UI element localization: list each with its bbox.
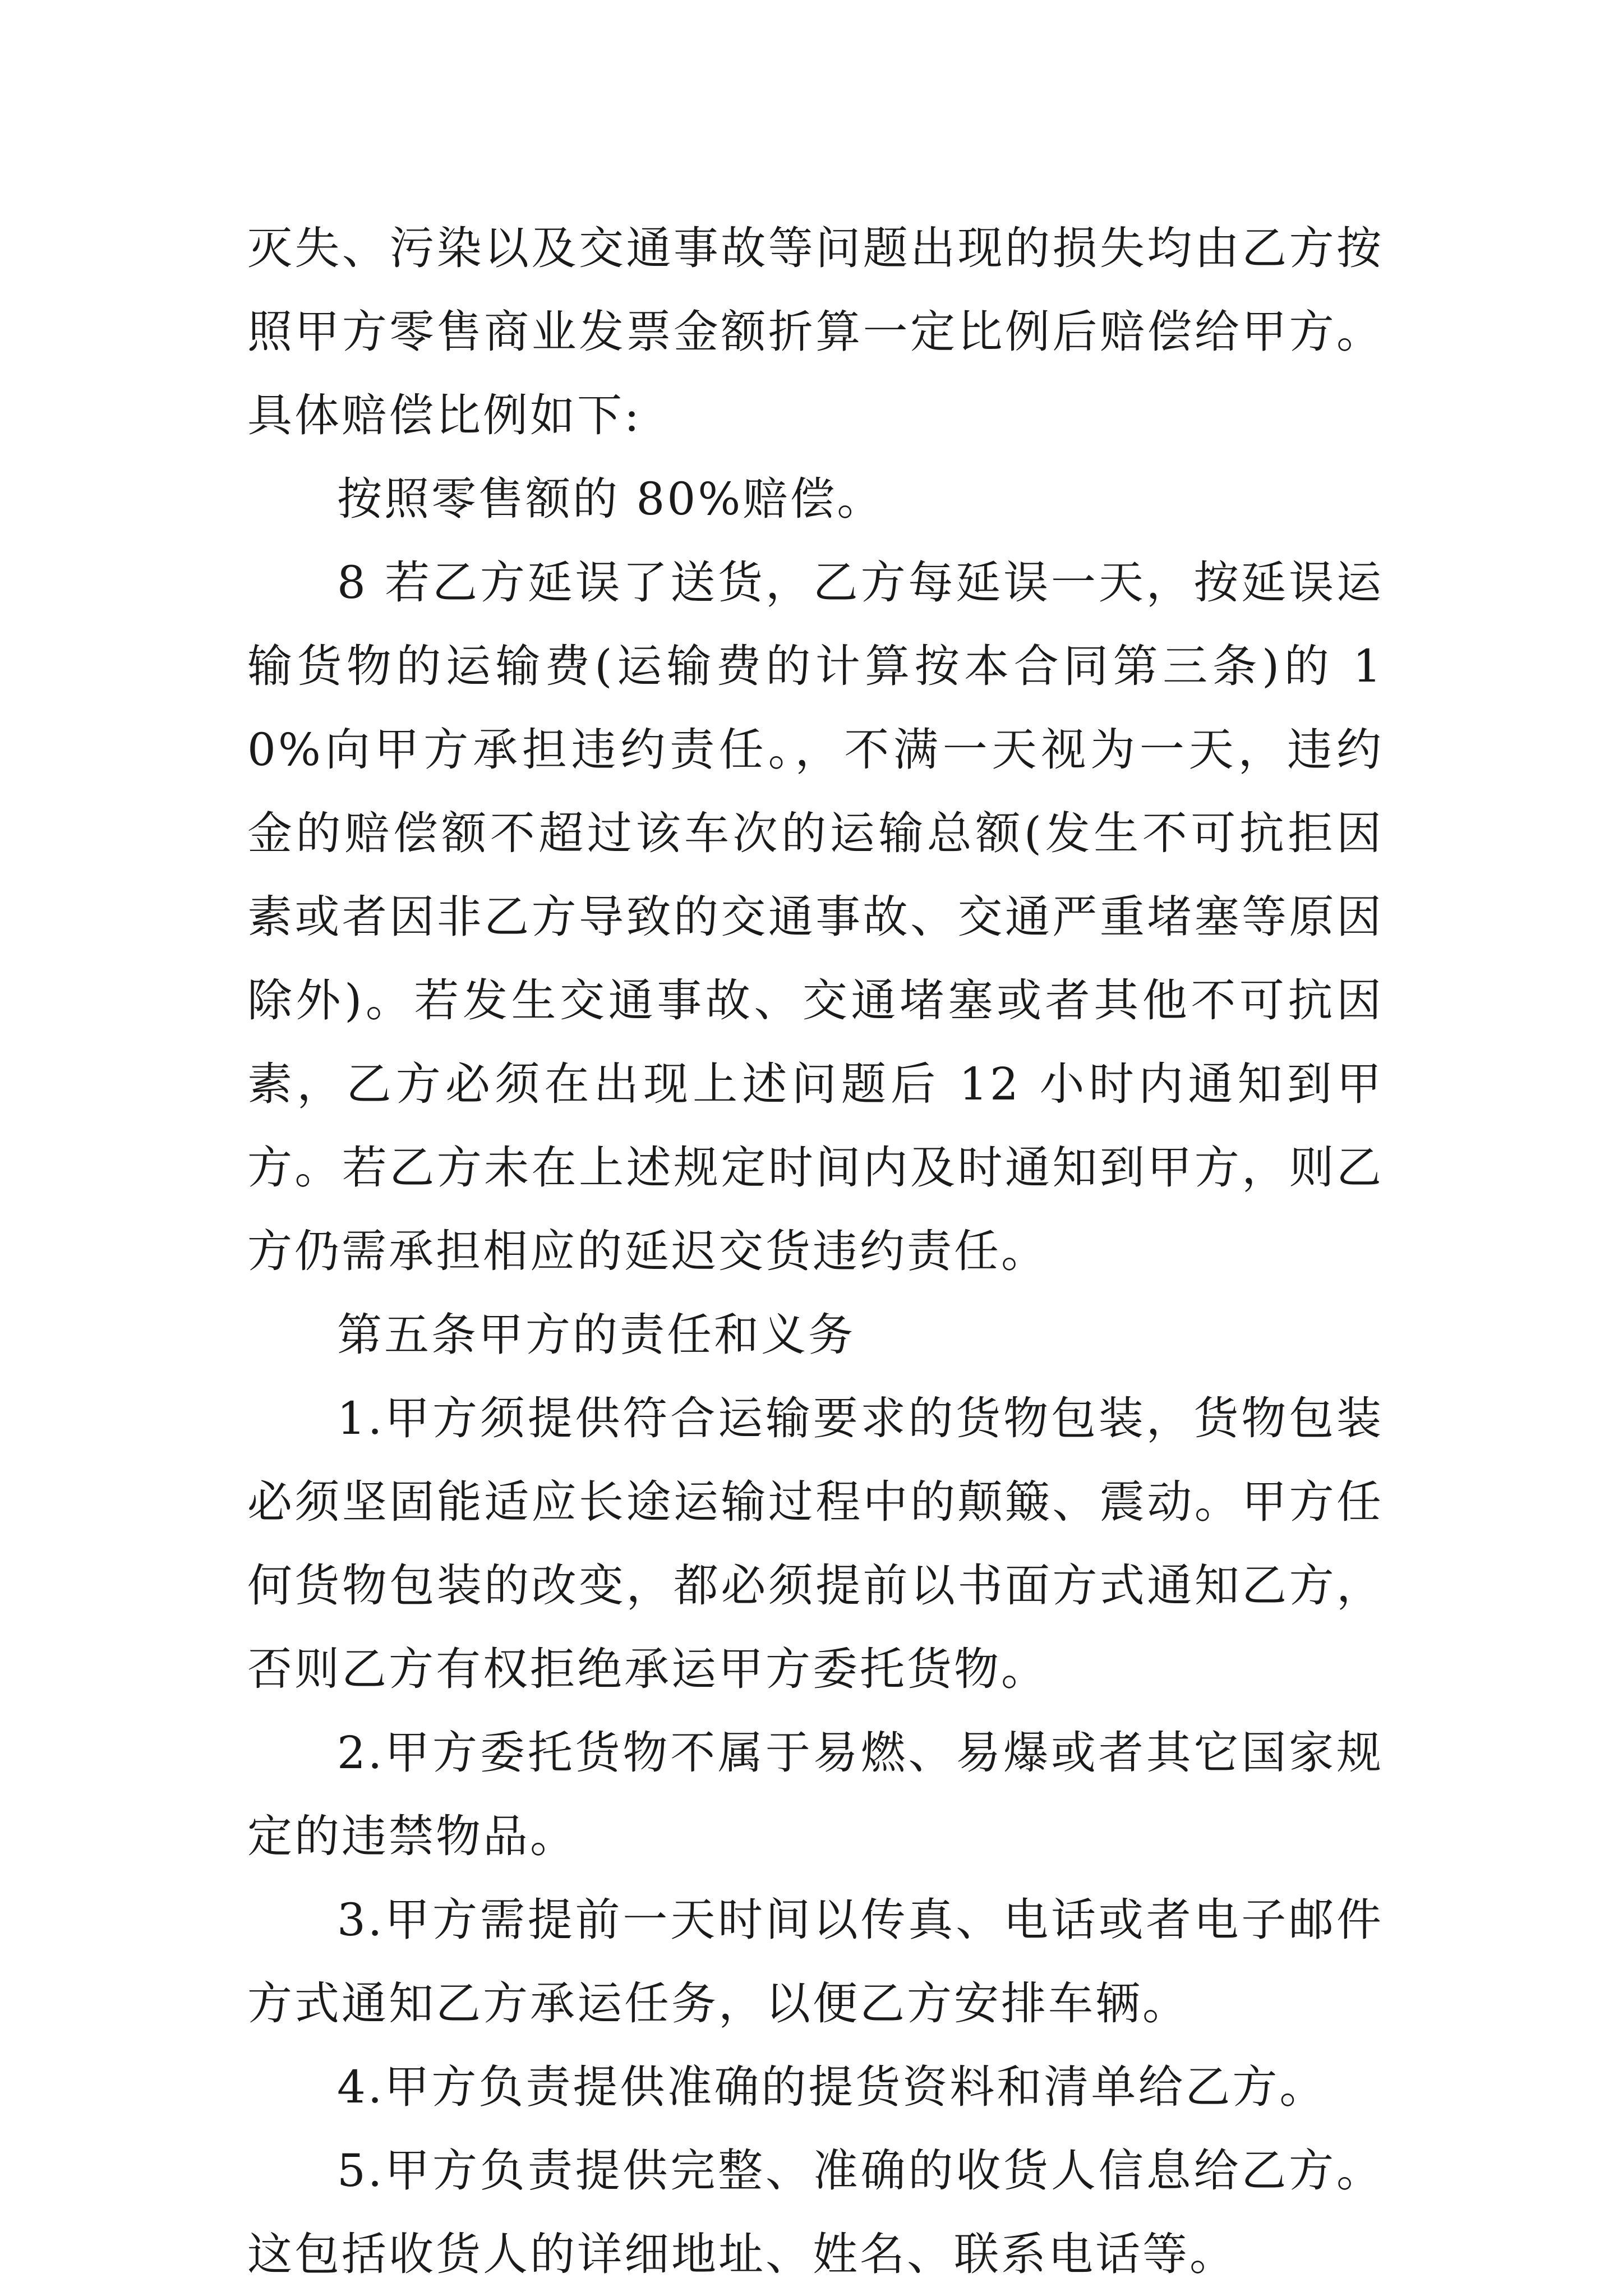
paragraph-item-4-pickup-info: 4.甲方负责提供准确的提货资料和清单给乙方。 [337, 2061, 1327, 2113]
paragraph-item-3-advance-notice: 3.甲方需提前一天时间以传真、电话或者电子邮件方式通知乙方承运任务，以便乙方安排车辆。 [247, 1894, 1384, 2030]
paragraph-compensation-scope: 灭失、污染以及交通事故等问题出现的损失均由乙方按照甲方零售商业发票金额折算一定比例后赔偿给甲方。具体赔偿比例如下: [247, 222, 1384, 441]
paragraph-item-2-prohibited-goods: 2.甲方委托货物不属于易燃、易爆或者其它国家规定的违禁物品。 [247, 1727, 1384, 1862]
paragraph-item-1-packaging: 1.甲方须提供符合运输要求的货物包装，货物包装必须坚固能适应长途运输过程中的颠簸、震动。甲方任何货物包装的改变，都必须提前以书面方式通知乙方，否则乙方有权拒绝承运甲方委托货物。 [247, 1392, 1384, 1695]
paragraph-delay-penalty: 8 若乙方延误了送货，乙方每延误一天，按延误运输货物的运输费(运输费的计算按本合同第三条)的 10%向甲方承担违约责任。，不满一天视为一天，违约金的赔偿额不超过该车次的运输总额(发生不可抗拒因素或者因非乙方导致的交通事故、交通严重堵塞等原因除外)。若发生交通事故、交通堵塞或者其他不可抗因素，乙方必须在出现上述问题后 12 小时内通知到甲方。若乙方未在上述规定时间内及时通知到甲方，则乙方仍需承担相应的延迟交货违约责任。 [247, 556, 1384, 1277]
document-body [247, 206, 1384, 2296]
paragraph-compensation-rate: 按照零售额的 80%赔偿。 [337, 473, 884, 525]
section-heading-article-5: 第五条甲方的责任和义务 [337, 1309, 855, 1361]
paragraph-item-5-consignee-info: 5.甲方负责提供完整、准确的收货人信息给乙方。这包括收货人的详细地址、姓名、联系电话等。 [247, 2145, 1384, 2280]
